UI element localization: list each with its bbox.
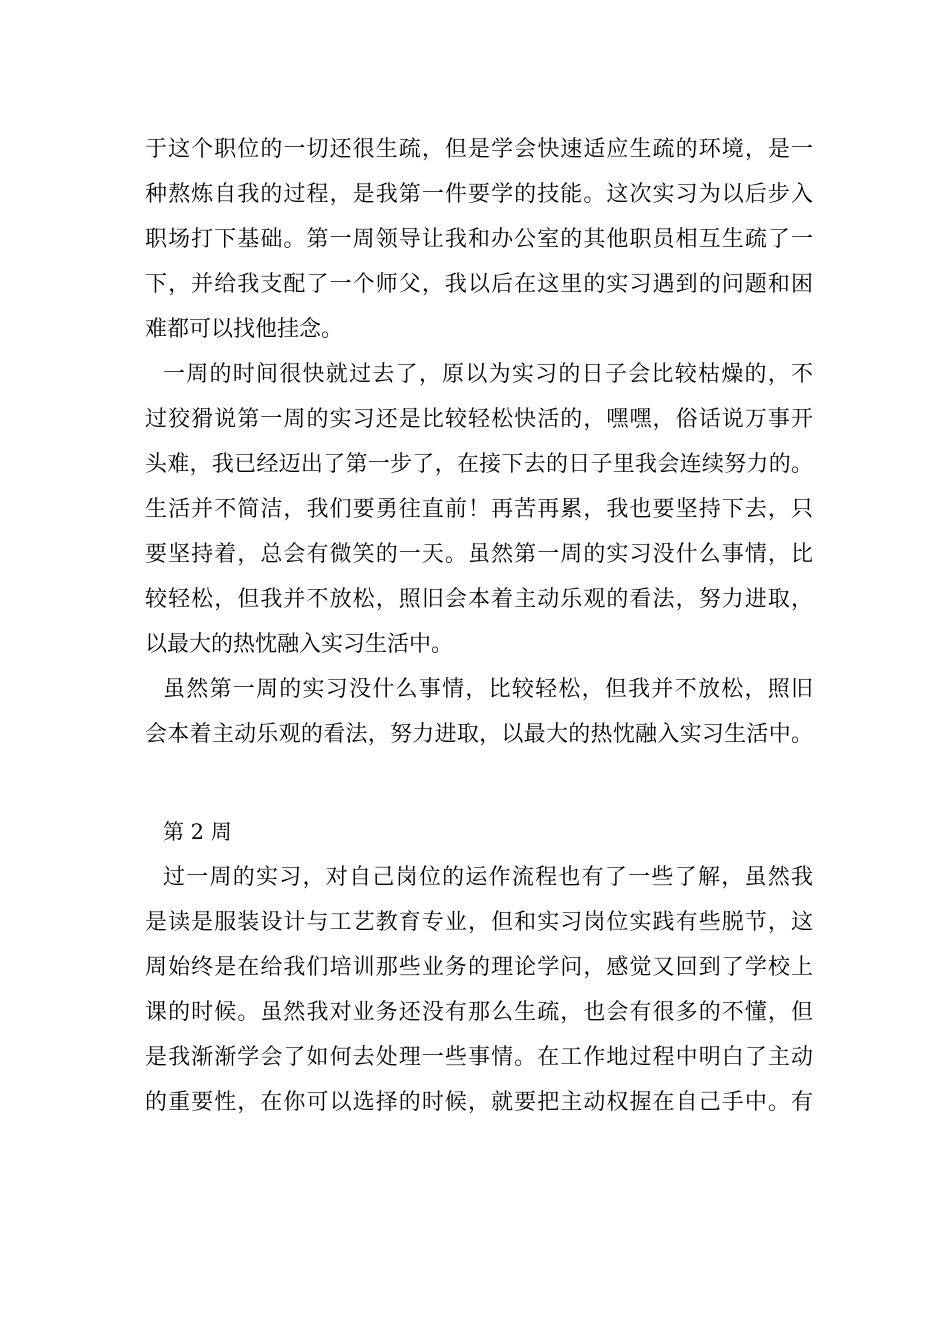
paragraph-4 — [145, 855, 813, 1125]
text-line: 种熬炼自我的过程，是我第一件要学的技能。这次实习为以后步入 — [145, 182, 813, 207]
text-line: 以最大的热忱融入实习生活中。 — [145, 632, 454, 657]
text-line: 会本着主动乐观的看法，努力进取，以最大的热忱融入实习生活中。 — [145, 722, 813, 747]
text-line: 于这个职位的一切还很生疏，但是学会快速适应生疏的环境，是一 — [145, 137, 813, 162]
text-line: 难都可以找他挂念。 — [145, 317, 344, 342]
text-line: 较轻松，但我并不放松，照旧会本着主动乐观的看法，努力进取， — [145, 587, 813, 612]
text-line: 的重要性，在你可以选择的时候，就要把主动权握在自己手中。有 — [145, 1090, 813, 1115]
text-line: 头难，我已经迈出了第一步了，在接下去的日子里我会连续努力的。 — [145, 452, 813, 477]
text-line: 职场打下基础。第一周领导让我和办公室的其他职员相互生疏了一 — [145, 227, 813, 252]
section-spacer — [145, 757, 813, 810]
text-line: 过一周的实习，对自己岗位的运作流程也有了一些了解，虽然我 — [163, 865, 813, 890]
text-line: 下，并给我支配了一个师父，我以后在这里的实习遇到的问题和困 — [145, 272, 813, 297]
text-line: 课的时候。虽然我对业务还没有那么生疏，也会有很多的不懂，但 — [145, 1000, 813, 1025]
text-line: 虽然第一周的实习没什么事情，比较轻松，但我并不放松，照旧 — [163, 677, 813, 702]
text-line: 是我渐渐学会了如何去处理一些事情。在工作地过程中明白了主动 — [145, 1045, 813, 1070]
text-line: 周始终是在给我们培训那些业务的理论学问，感觉又回到了学校上 — [145, 955, 813, 980]
text-line: 是读是服装设计与工艺教育专业，但和实习岗位实践有些脱节，这 — [145, 910, 813, 935]
section-heading: 第 2 周 — [163, 820, 232, 844]
document-body — [145, 127, 813, 1125]
paragraph-3 — [145, 667, 813, 757]
paragraph-1 — [145, 127, 813, 352]
text-line: 过狡猾说第一周的实习还是比较轻松快活的，嘿嘿，俗话说万事开 — [145, 407, 813, 432]
text-line: 生活并不简洁，我们要勇往直前！再苦再累，我也要坚持下去，只 — [145, 497, 813, 522]
text-line: 要坚持着，总会有微笑的一天。虽然第一周的实习没什么事情，比 — [145, 542, 813, 567]
text-line: 一周的时间很快就过去了，原以为实习的日子会比较枯燥的，不 — [163, 362, 813, 387]
paragraph-2 — [145, 352, 813, 667]
